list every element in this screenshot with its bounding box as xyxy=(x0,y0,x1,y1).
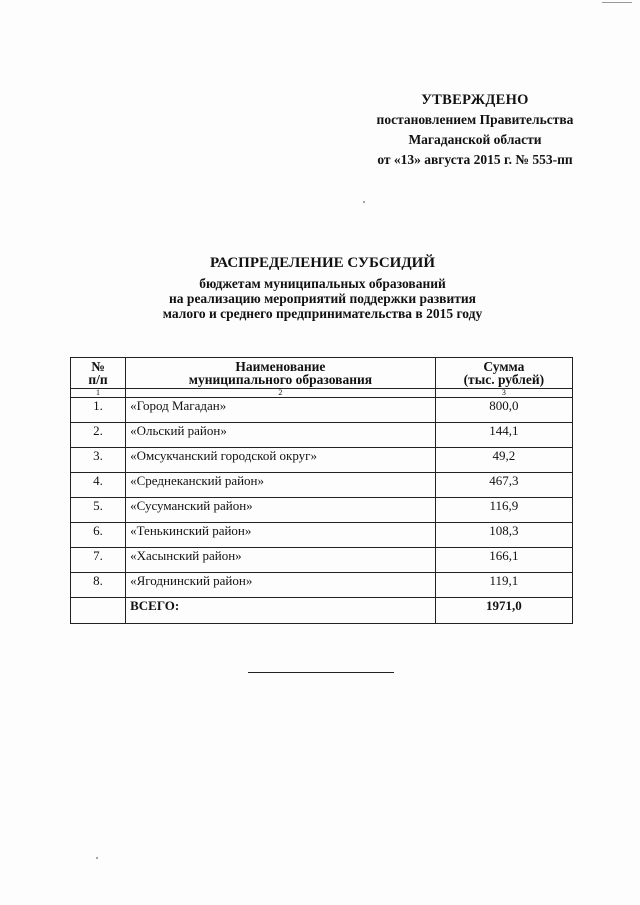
row-sum: 800,0 xyxy=(435,398,572,423)
document-title-block xyxy=(60,252,585,321)
row-number: 1. xyxy=(71,398,126,423)
row-number: 7. xyxy=(71,548,126,573)
document-subtitle-line-2: на реализацию мероприятий поддержки развития xyxy=(169,291,476,306)
row-sum: 116,9 xyxy=(435,498,572,523)
row-municipality-name: «Сусуманский район» xyxy=(126,498,436,523)
total-number-cell xyxy=(71,598,126,624)
table-total-row xyxy=(71,598,573,624)
row-number: 5. xyxy=(71,498,126,523)
table-row xyxy=(71,398,573,423)
total-label: ВСЕГО: xyxy=(126,598,436,624)
table-row xyxy=(71,473,573,498)
header-municipality-line-2: муниципального образования xyxy=(188,372,373,387)
table-header-row xyxy=(71,358,573,389)
row-municipality-name: «Город Магадан» xyxy=(126,398,436,423)
header-number xyxy=(71,358,126,389)
row-municipality-name: «Хасынский район» xyxy=(126,548,436,573)
table-body xyxy=(71,398,573,598)
scan-speck xyxy=(363,201,365,203)
row-sum: 166,1 xyxy=(435,548,572,573)
closing-divider-line xyxy=(248,672,394,673)
header-municipality-line-1: Наименование xyxy=(235,359,326,374)
row-number: 8. xyxy=(71,573,126,598)
total-sum: 1971,0 xyxy=(435,598,572,624)
approval-title: УТВЕРЖДЕНО xyxy=(421,92,529,108)
approval-line-1: постановлением Правительства xyxy=(376,112,574,127)
scan-speck xyxy=(96,857,98,859)
header-sum xyxy=(435,358,572,389)
row-sum: 467,3 xyxy=(435,473,572,498)
row-municipality-name: «Ягоднинский район» xyxy=(126,573,436,598)
row-number: 2. xyxy=(71,423,126,448)
column-number-2: 2 xyxy=(126,389,436,398)
table-row xyxy=(71,423,573,448)
row-number: 3. xyxy=(71,448,126,473)
column-number-row xyxy=(71,389,573,398)
header-number-line-1: № xyxy=(91,359,105,374)
header-number-line-2: п/п xyxy=(88,372,108,387)
subsidy-distribution-table xyxy=(70,357,573,624)
row-municipality-name: «Тенькинский район» xyxy=(126,523,436,548)
row-sum: 119,1 xyxy=(435,573,572,598)
table-row xyxy=(71,523,573,548)
header-sum-line-2: (тыс. рублей) xyxy=(463,372,545,387)
row-sum: 144,1 xyxy=(435,423,572,448)
column-number-1: 1 xyxy=(71,389,126,398)
table-row xyxy=(71,573,573,598)
document-subtitle-line-1: бюджетам муниципальных образований xyxy=(199,276,446,291)
header-sum-line-1: Сумма xyxy=(483,359,525,374)
approval-stamp-block xyxy=(330,90,620,170)
row-number: 4. xyxy=(71,473,126,498)
row-number: 6. xyxy=(71,523,126,548)
document-subtitle-line-3: малого и среднего предпринимательства в 2015 году xyxy=(162,306,483,321)
scan-corner-mark xyxy=(602,2,632,3)
document-title: РАСПРЕДЕЛЕНИЕ СУБСИДИЙ xyxy=(209,255,435,271)
approval-line-3: от «13» августа 2015 г. № 553-пп xyxy=(377,152,573,167)
header-municipality xyxy=(126,358,436,389)
row-municipality-name: «Ольский район» xyxy=(126,423,436,448)
row-municipality-name: «Среднеканский район» xyxy=(126,473,436,498)
column-number-3: 3 xyxy=(435,389,572,398)
table-row xyxy=(71,548,573,573)
table-row xyxy=(71,498,573,523)
row-municipality-name: «Омсукчанский городской округ» xyxy=(126,448,436,473)
approval-line-2: Магаданской области xyxy=(408,132,542,147)
table-row xyxy=(71,448,573,473)
row-sum: 108,3 xyxy=(435,523,572,548)
row-sum: 49,2 xyxy=(435,448,572,473)
